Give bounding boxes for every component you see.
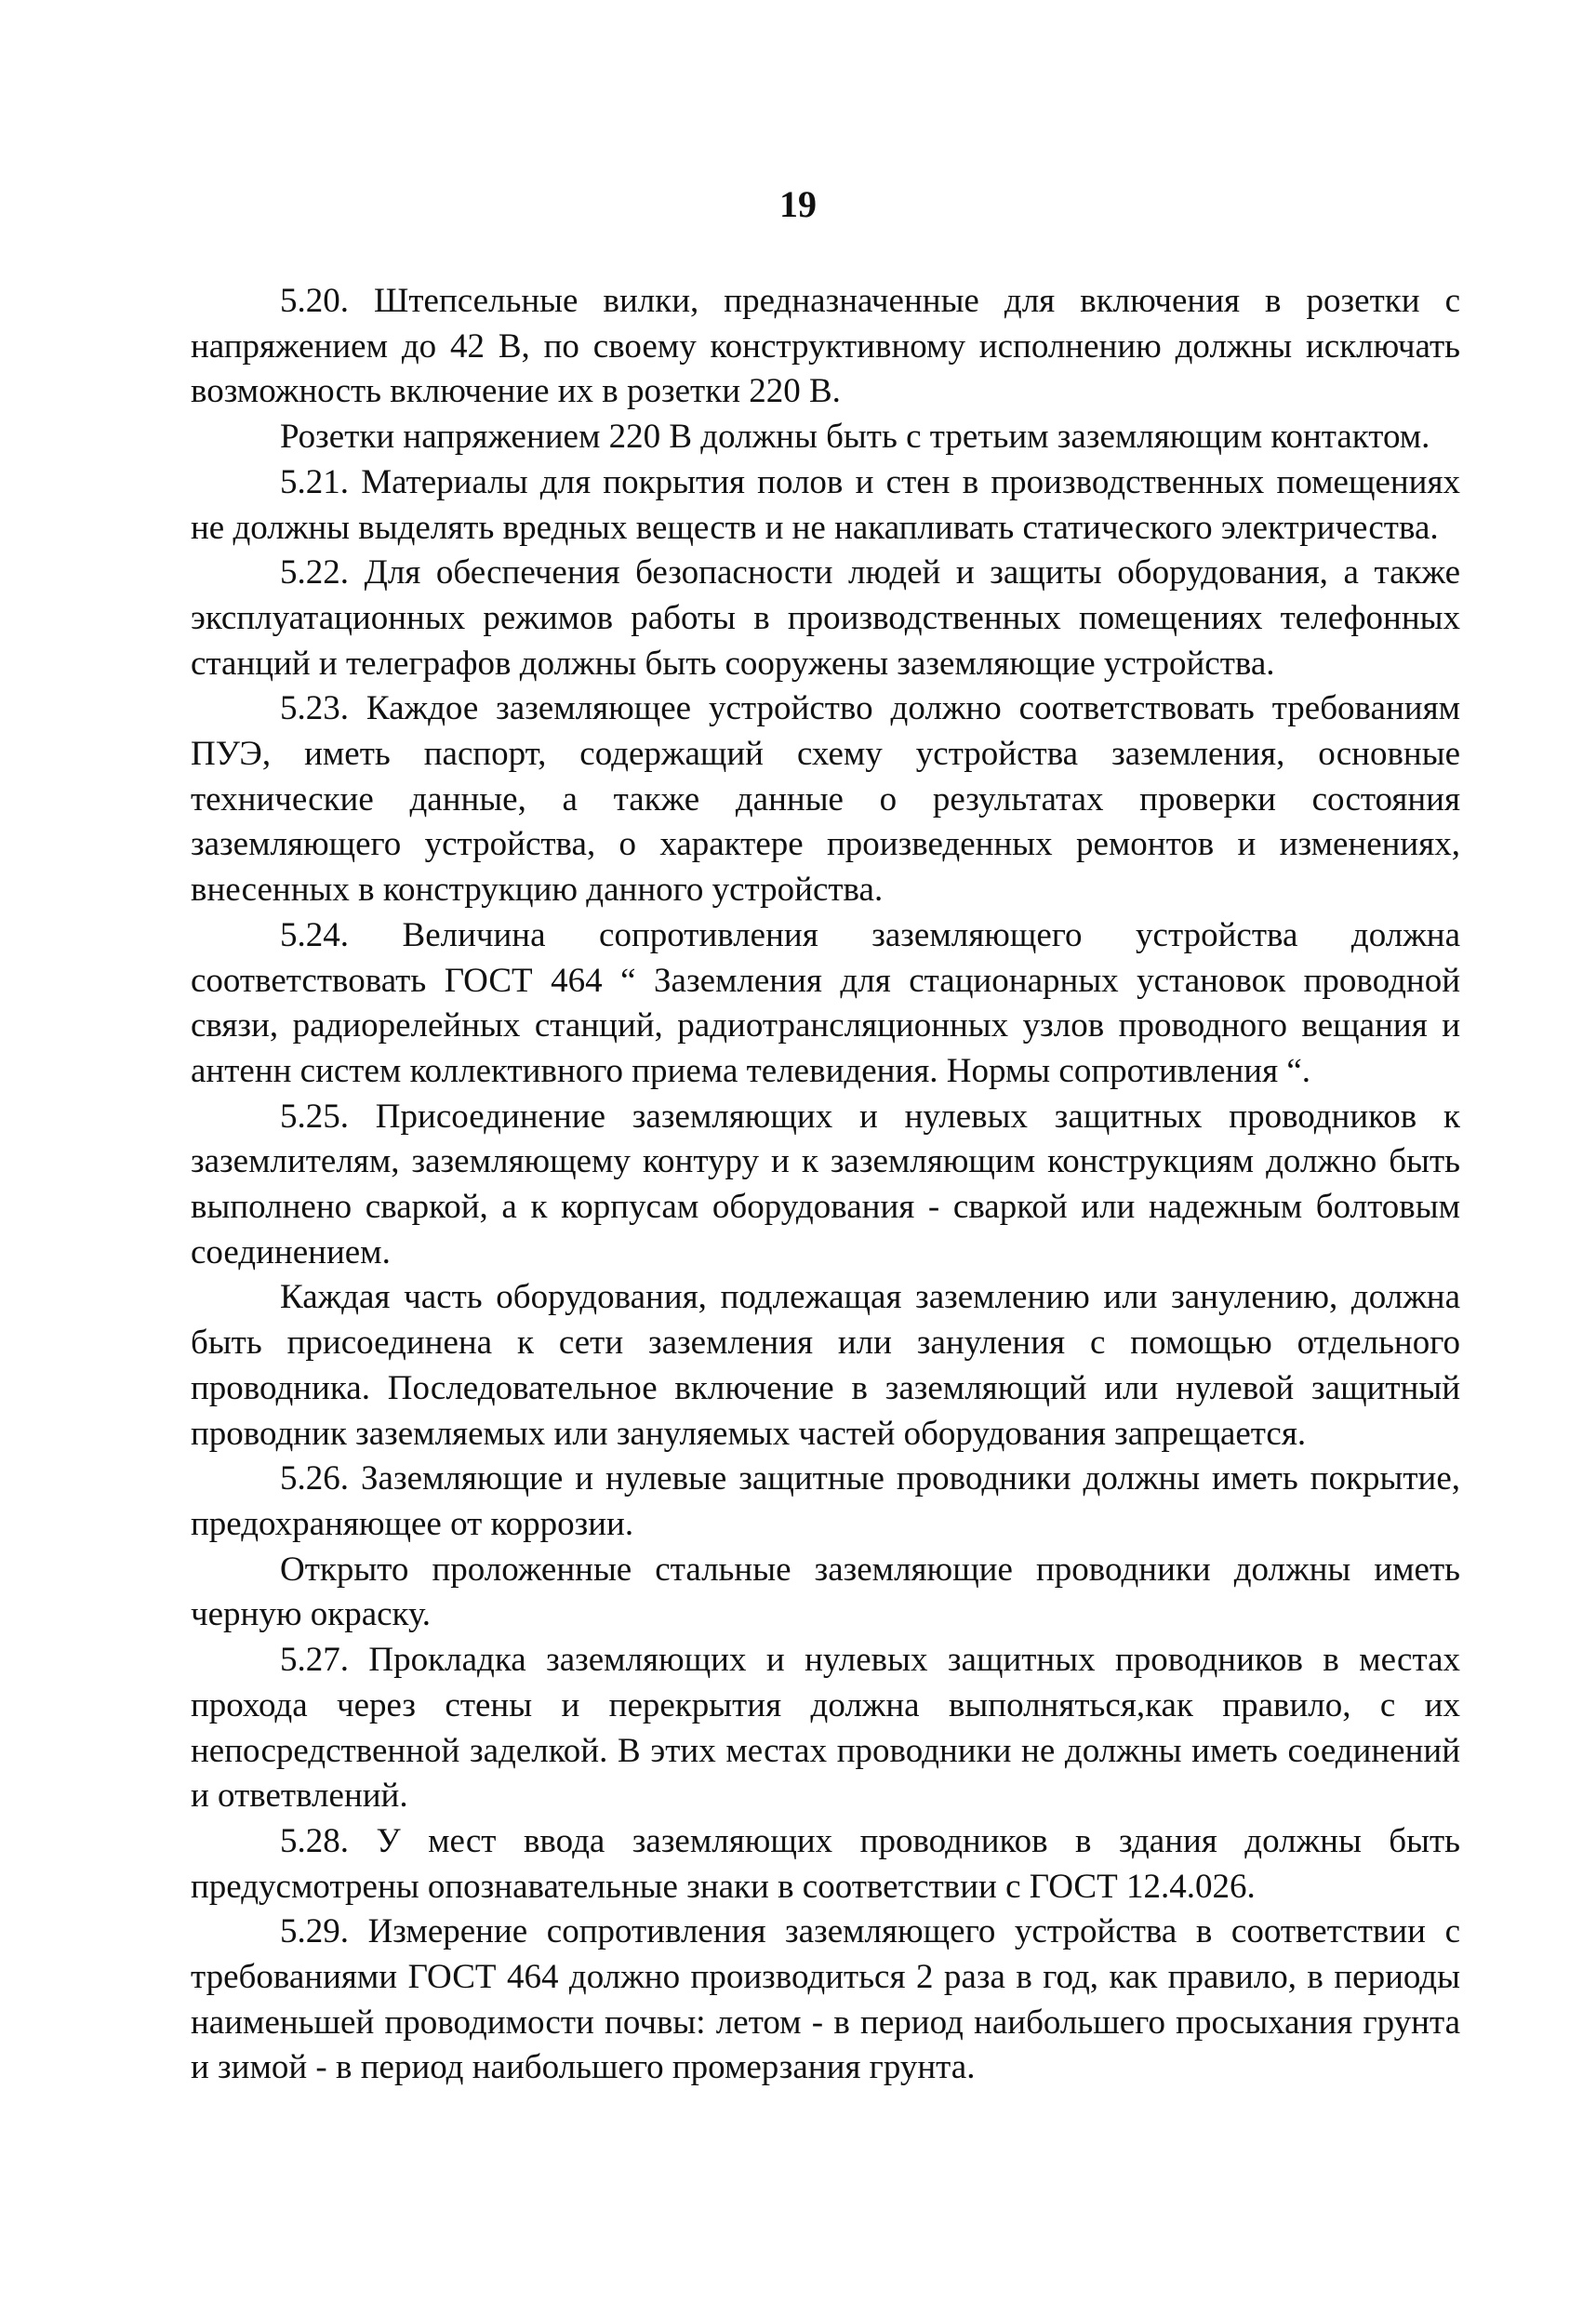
paragraph-5-21: 5.21. Материалы для покрытия полов и стен в производственных помещениях не должны выделять вредных веществ и не накапливать статического электричества. bbox=[191, 462, 1460, 547]
paragraph-5-20-sockets: Розетки напряжением 220 В должны быть с третьим заземляющим контактом. bbox=[280, 418, 1430, 457]
paragraph-5-25-connection: Каждая часть оборудования, подлежащая заземлению или занулению, должна быть присоединена к сети заземления или зануления с помощью отдельного проводника. Последовательное включение в заземляющий или нулевой защитный проводник заземляемых или зануляемых частей оборудования запрещается. bbox=[191, 1278, 1460, 1453]
paragraph-5-29: 5.29. Измерение сопротивления заземляющего устройства в соответствии с требованиями ГОСТ 464 должно производиться 2 раза в год, как правило, в периоды наименьшей проводимости почвы: летом - в период наибольшего просыхания грунта и зимой - в период наибольшего промерзания грунта. bbox=[191, 1912, 1460, 2087]
paragraph-5-26-coloring: Открыто проложенные стальные заземляющие проводники должны иметь черную окраску. bbox=[191, 1550, 1460, 1634]
paragraph-5-25: 5.25. Присоединение заземляющих и нулевых защитных проводников к заземлителям, заземляющему контуру и к заземляющим конструкциям должно быть выполнено сваркой, а к корпусам оборудования - сваркой или надежным болтовым соединением. bbox=[191, 1097, 1460, 1271]
paragraph-5-20: 5.20. Штепсельные вилки, предназначенные для включения в розетки с напряжением до 42 В, по своему конструктивному исполнению должны исключать возможность включение их в розетки 220 В. bbox=[191, 282, 1460, 411]
paragraph-5-28: 5.28. У мест ввода заземляющих проводников в здания должны быть предусмотрены опознавательные знаки в соответствии с ГОСТ 12.4.026. bbox=[191, 1821, 1460, 1906]
paragraph-5-22: 5.22. Для обеспечения безопасности людей и защиты оборудования, а также эксплуатационных режимов работы в производственных помещениях телефонных станций и телеграфов должны быть сооружены заземляющие устройства. bbox=[191, 553, 1460, 683]
document-body bbox=[191, 279, 1460, 2091]
paragraph-5-26: 5.26. Заземляющие и нулевые защитные проводники должны иметь покрытие, предохраняющее от коррозии. bbox=[191, 1459, 1460, 1543]
paragraph-5-27: 5.27. Прокладка заземляющих и нулевых защитных проводников в местах прохода через стены и перекрытия должна выполняться,как правило, с их непосредственной заделкой. В этих местах проводники не должны иметь соединений и ответвлений. bbox=[191, 1641, 1460, 1816]
page-number: 19 bbox=[779, 183, 817, 225]
paragraph-5-24: 5.24. Величина сопротивления заземляющего устройства должна соответствовать ГОСТ 464 “ Заземления для стационарных установок проводной связи, радиорелейных станций, радиотрансляционных узлов проводного вещания и антенн систем коллективного приема телевидения. Нормы сопротивления “. bbox=[191, 915, 1460, 1090]
paragraph-5-23: 5.23. Каждое заземляющее устройство должно соответствовать требованиям ПУЭ, иметь паспорт, содержащий схему устройства заземления, основные технические данные, а также данные о результатах проверки состояния заземляющего устройства, о характере произведенных ремонтов и изменениях, внесенных в конструкцию данного устройства. bbox=[191, 689, 1460, 910]
